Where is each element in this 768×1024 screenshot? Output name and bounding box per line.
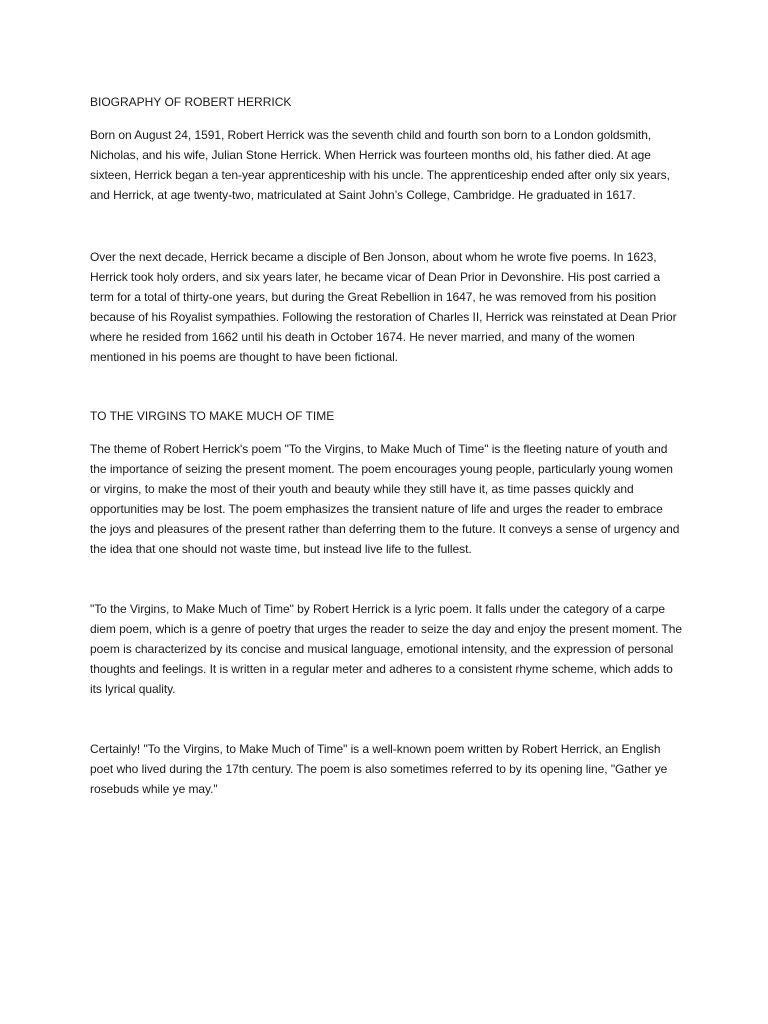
spacer [90, 367, 682, 407]
section-heading-biography: BIOGRAPHY OF ROBERT HERRICK [90, 95, 292, 109]
paragraph-poem-genre: "To the Virgins, to Make Much of Time" by Robert Herrick is a lyric poem. It falls under the category of a carpe diem poem, which is a genre of poetry that urges the reader to seize the day and enjoy the present moment. The poem is characterized by its concise and musical language, emotional intensity, and the expression of personal thoughts and feelings. It is written in a regular meter and adheres to a consistent rhyme scheme, which adds to its lyrical quality. [90, 602, 682, 696]
spacer [90, 559, 682, 599]
spacer [90, 205, 682, 247]
paragraph-poem-overview: Certainly! "To the Virgins, to Make Much of Time" is a well-known poem written by Robert Herrick, an English poet who lived during the 17th century. The poem is also sometimes referred to by its opening line, "Gather ye rosebuds while ye may." [90, 742, 668, 796]
spacer [90, 699, 682, 739]
document-page [90, 93, 682, 799]
paragraph-biography-career: Over the next decade, Herrick became a disciple of Ben Jonson, about whom he wrote five poems. In 1623, Herrick took holy orders, and six years later, he became vicar of Dean Prior in Devonshire. His post carried a term for a total of thirty-one years, but during the Great Rebellion in 1647, he was removed from his position because of his Royalist sympathies. Following the restoration of Charles II, Herrick was reinstated at Dean Prior where he resided from 1662 until his death in October 1674. He never married, and many of the women mentioned in his poems are thought to have been fictional. [90, 250, 677, 364]
paragraph-biography-early-life: Born on August 24, 1591, Robert Herrick was the seventh child and fourth son born to a London goldsmith, Nicholas, and his wife, Julian Stone Herrick. When Herrick was fourteen months old, his father died. At age sixteen, Herrick began a ten-year apprenticeship with his uncle. The apprenticeship ended after only six years, and Herrick, at age twenty-two, matriculated at Saint John’s College, Cambridge. He graduated in 1617. [90, 128, 670, 202]
paragraph-poem-theme: The theme of Robert Herrick's poem "To the Virgins, to Make Much of Time" is the fleeting nature of youth and the importance of seizing the present moment. The poem encourages young people, particularly young women or virgins, to make the most of their youth and beauty while they still have it, as time passes quickly and opportunities may be lost. The poem emphasizes the transient nature of life and urges the reader to embrace the joys and pleasures of the present rather than deferring them to the future. It conveys a sense of urgency and the idea that one should not waste time, but instead live life to the fullest. [90, 442, 680, 556]
section-heading-poem: TO THE VIRGINS TO MAKE MUCH OF TIME [90, 409, 335, 423]
